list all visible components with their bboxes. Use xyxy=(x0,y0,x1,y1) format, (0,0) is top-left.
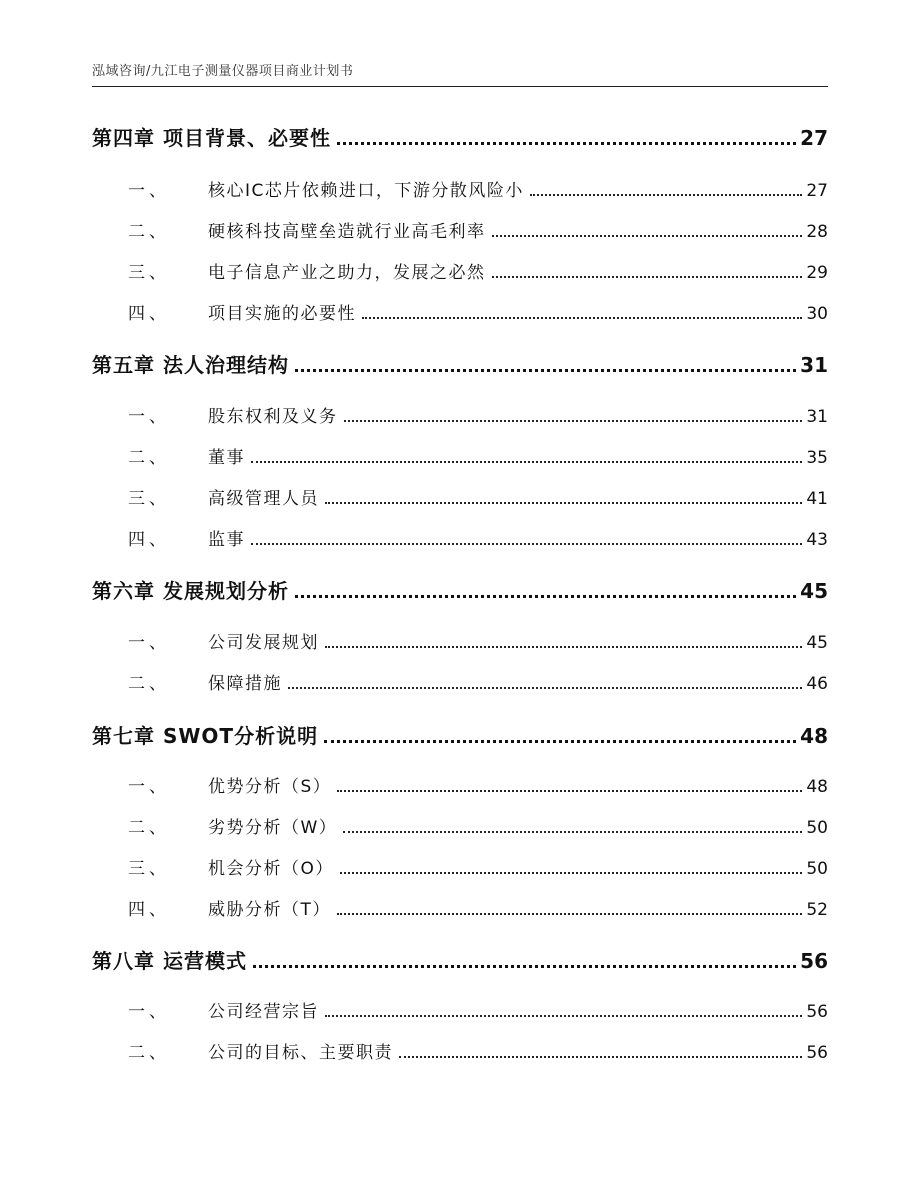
toc-page: 27 xyxy=(800,126,828,150)
toc-page: 48 xyxy=(806,777,828,797)
toc-title: 监事 xyxy=(208,530,245,550)
toc-title: 高级管理人员 xyxy=(208,489,319,509)
toc-number: 二、 xyxy=(128,674,170,694)
toc-title: 硬核科技高壁垒造就行业高毛利率 xyxy=(208,222,486,242)
toc-number: 一、 xyxy=(128,777,170,797)
toc-title: 项目实施的必要性 xyxy=(208,304,356,324)
dot-leader xyxy=(530,194,802,196)
toc-page: 50 xyxy=(806,859,828,879)
toc-section[interactable] xyxy=(92,443,828,468)
toc-chapter[interactable] xyxy=(92,349,828,378)
dot-leader xyxy=(251,461,802,463)
running-header: 泓域咨询/九江电子测量仪器项目商业计划书 xyxy=(92,64,354,79)
toc-number: 四、 xyxy=(128,900,170,920)
toc-title: 公司发展规划 xyxy=(208,633,319,653)
dot-leader xyxy=(344,420,803,422)
toc-title: 优势分析（S） xyxy=(208,777,332,797)
toc-section[interactable] xyxy=(92,402,828,427)
toc-number: 四、 xyxy=(128,530,170,550)
toc-page: 45 xyxy=(800,579,828,603)
dot-leader xyxy=(295,595,796,598)
dot-leader xyxy=(324,740,796,743)
toc-title: 电子信息产业之助力，发展之必然 xyxy=(208,263,486,283)
toc-section[interactable] xyxy=(92,258,828,283)
toc-section[interactable] xyxy=(92,299,828,324)
toc-page: 50 xyxy=(806,818,828,838)
toc-page: 52 xyxy=(806,900,828,920)
toc-page: 41 xyxy=(806,489,828,509)
dot-leader xyxy=(337,913,802,915)
dot-leader xyxy=(343,831,802,833)
toc-title: 公司经营宗旨 xyxy=(208,1002,319,1022)
toc-number: 三、 xyxy=(128,263,170,283)
toc-section[interactable] xyxy=(92,217,828,242)
toc-section[interactable] xyxy=(92,628,828,653)
toc-page: 46 xyxy=(806,674,828,694)
dot-leader xyxy=(325,1015,802,1017)
dot-leader xyxy=(340,872,802,874)
toc-title: 劣势分析（W） xyxy=(208,818,338,838)
toc-number: 一、 xyxy=(128,407,170,427)
toc-title: 第五章 法人治理结构 xyxy=(92,353,289,377)
toc-title: 第六章 发展规划分析 xyxy=(92,579,289,603)
toc-section[interactable] xyxy=(92,813,828,838)
dot-leader xyxy=(251,543,802,545)
toc-section[interactable] xyxy=(92,669,828,694)
toc-title: 第七章 SWOT分析说明 xyxy=(92,724,319,748)
toc-chapter[interactable] xyxy=(92,720,828,749)
toc-page: 27 xyxy=(806,181,828,201)
dot-leader xyxy=(492,235,803,237)
toc-title: 威胁分析（T） xyxy=(208,900,331,920)
toc-section[interactable] xyxy=(92,772,828,797)
toc-title: 股东权利及义务 xyxy=(208,407,338,427)
toc-page: 29 xyxy=(806,263,828,283)
dot-leader xyxy=(362,317,802,319)
toc-number: 四、 xyxy=(128,304,170,324)
toc-page: 45 xyxy=(806,633,828,653)
toc-number: 二、 xyxy=(128,818,170,838)
toc-page: 28 xyxy=(806,222,828,242)
toc-title: 第八章 运营模式 xyxy=(92,949,247,973)
toc-chapter[interactable] xyxy=(92,122,828,151)
toc-number: 三、 xyxy=(128,489,170,509)
toc-chapter[interactable] xyxy=(92,945,828,974)
dot-leader xyxy=(399,1056,802,1058)
toc-section[interactable] xyxy=(92,854,828,879)
toc-page: 30 xyxy=(806,304,828,324)
toc-number: 一、 xyxy=(128,633,170,653)
toc-number: 一、 xyxy=(128,181,170,201)
toc-title: 董事 xyxy=(208,448,245,468)
dot-leader xyxy=(288,687,802,689)
toc-title: 核心IC芯片依赖进口，下游分散风险小 xyxy=(208,181,524,201)
toc-page: 56 xyxy=(806,1002,828,1022)
toc-title: 公司的目标、主要职责 xyxy=(208,1043,393,1063)
toc-title: 保障措施 xyxy=(208,674,282,694)
toc-section[interactable] xyxy=(92,1038,828,1063)
toc-number: 一、 xyxy=(128,1002,170,1022)
toc-page: 48 xyxy=(800,724,828,748)
toc-title: 第四章 项目背景、必要性 xyxy=(92,126,331,150)
toc-number: 二、 xyxy=(128,1043,170,1063)
dot-leader xyxy=(337,790,802,792)
dot-leader xyxy=(295,369,796,372)
toc-page: 31 xyxy=(800,353,828,377)
toc-title: 机会分析（O） xyxy=(208,859,334,879)
toc-page: 43 xyxy=(806,530,828,550)
dot-leader xyxy=(325,646,802,648)
toc-page: 31 xyxy=(806,407,828,427)
toc-page: 56 xyxy=(806,1043,828,1063)
toc-section[interactable] xyxy=(92,176,828,201)
header-rule xyxy=(92,86,828,87)
toc-chapter[interactable] xyxy=(92,575,828,604)
toc-section[interactable] xyxy=(92,997,828,1022)
dot-leader xyxy=(337,142,796,145)
toc-number: 三、 xyxy=(128,859,170,879)
dot-leader xyxy=(325,502,802,504)
toc-page: 56 xyxy=(800,949,828,973)
toc-number: 二、 xyxy=(128,222,170,242)
toc-number: 二、 xyxy=(128,448,170,468)
toc-page: 35 xyxy=(806,448,828,468)
dot-leader xyxy=(253,965,796,968)
dot-leader xyxy=(492,276,803,278)
toc-section[interactable] xyxy=(92,895,828,920)
toc-section[interactable] xyxy=(92,525,828,550)
toc-section[interactable] xyxy=(92,484,828,509)
